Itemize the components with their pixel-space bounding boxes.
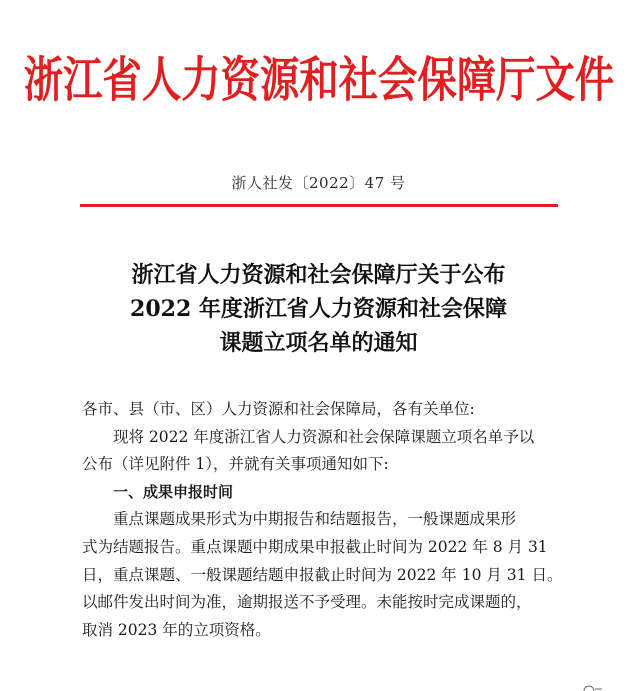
- paragraph-1-line-2: 公布（详见附件 1），并就有关事项通知如下:: [82, 455, 389, 474]
- title-line-3: 课题立项名单的通知: [219, 330, 418, 356]
- letterhead-text: 浙江省人力资源和社会保障厅文件: [23, 52, 615, 108]
- paragraph-2-line-2: 式为结题报告。重点课题中期成果申报截止时间为 2022 年 8 月 31: [82, 537, 548, 556]
- page-corner-mark: [583, 683, 603, 691]
- red-divider-line: [80, 204, 558, 207]
- paragraph-1-line-1: 现将 2022 年度浙江省人力资源和社会保障课题立项名单予以: [113, 427, 535, 446]
- paragraph-2-line-5: 取消 2023 年的立项资格。: [82, 620, 271, 639]
- paragraph-2-line-1: 重点课题成果形式为中期报告和结题报告，一般课题成果形: [113, 510, 517, 529]
- title-line-1: 浙江省人力资源和社会保障厅关于公布: [131, 262, 506, 288]
- notice-body: [82, 396, 563, 644]
- section-1-heading: 一、成果申报时间: [113, 482, 234, 501]
- salutation: 各市、县（市、区）人力资源和社会保障局，各有关单位:: [82, 400, 475, 418]
- paragraph-2-line-3: 日，重点课题、一般课题结题申报截止时间为 2022 年 10 月 31 日。: [82, 565, 563, 584]
- notice-title: [0, 258, 637, 360]
- corner-decoration-icon: [583, 683, 603, 691]
- title-line-2: 2022 年度浙江省人力资源和社会保障: [130, 296, 507, 322]
- letterhead-title: [23, 48, 615, 112]
- document-number: 浙人社发〔2022〕47 号: [231, 174, 406, 192]
- paragraph-2-line-4: 以邮件发出时间为准，逾期报送不予受理。未能按时完成课题的，: [82, 593, 532, 612]
